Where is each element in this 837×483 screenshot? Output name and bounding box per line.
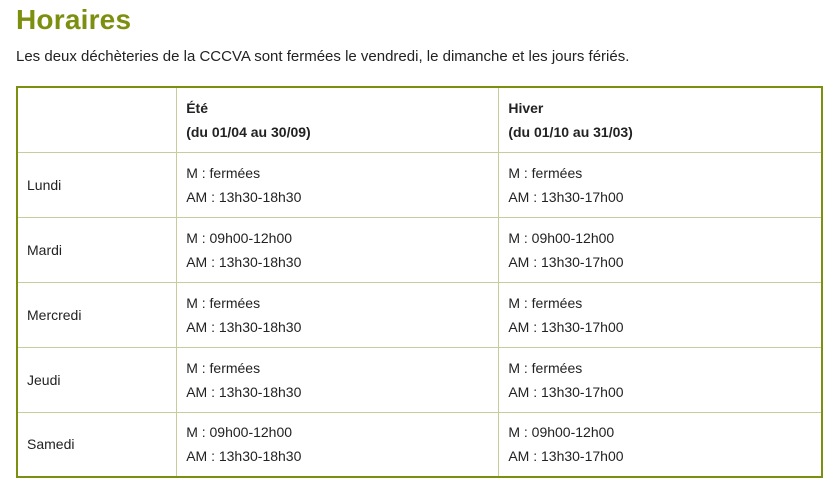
table-row <box>17 347 822 412</box>
ete-cell <box>177 347 499 412</box>
morning-hours: M : 09h00-12h00 <box>186 229 293 246</box>
day-cell: Samedi <box>17 412 177 477</box>
morning-hours: M : fermées <box>508 164 583 181</box>
hiver-cell <box>499 152 822 217</box>
header-hiver <box>499 87 822 152</box>
table-row <box>17 152 822 217</box>
afternoon-hours: AM : 13h30-17h00 <box>508 188 624 205</box>
table-row <box>17 217 822 282</box>
morning-hours: M : fermées <box>186 164 261 181</box>
header-ete-period: (du 01/04 au 30/09) <box>186 123 311 140</box>
morning-hours: M : fermées <box>186 359 261 376</box>
schedule-table <box>16 86 823 478</box>
header-hiver-period: (du 01/10 au 31/03) <box>508 123 633 140</box>
header-ete <box>177 87 499 152</box>
day-cell: Jeudi <box>17 347 177 412</box>
morning-hours: M : fermées <box>508 359 583 376</box>
table-header-row <box>17 87 822 152</box>
day-cell: Mardi <box>17 217 177 282</box>
afternoon-hours: AM : 13h30-18h30 <box>186 188 302 205</box>
hiver-cell <box>499 217 822 282</box>
morning-hours: M : 09h00-12h00 <box>508 229 615 246</box>
header-day <box>17 87 177 152</box>
ete-cell <box>177 282 499 347</box>
table-row <box>17 412 822 477</box>
hiver-cell <box>499 412 822 477</box>
morning-hours: M : fermées <box>186 294 261 311</box>
header-hiver-name: Hiver <box>508 99 544 116</box>
afternoon-hours: AM : 13h30-17h00 <box>508 253 624 270</box>
ete-cell <box>177 152 499 217</box>
hiver-cell <box>499 282 822 347</box>
page-title: Horaires <box>16 4 132 35</box>
afternoon-hours: AM : 13h30-18h30 <box>186 253 302 270</box>
morning-hours: M : 09h00-12h00 <box>186 424 293 441</box>
table-row <box>17 282 822 347</box>
morning-hours: M : fermées <box>508 294 583 311</box>
intro-text: Les deux déchèteries de la CCCVA sont fermées le vendredi, le dimanche et les jours fériés. <box>16 48 630 65</box>
afternoon-hours: AM : 13h30-17h00 <box>508 448 624 465</box>
afternoon-hours: AM : 13h30-17h00 <box>508 383 624 400</box>
afternoon-hours: AM : 13h30-18h30 <box>186 318 302 335</box>
header-ete-name: Été <box>186 99 208 116</box>
hiver-cell <box>499 347 822 412</box>
day-cell: Lundi <box>17 152 177 217</box>
ete-cell <box>177 217 499 282</box>
morning-hours: M : 09h00-12h00 <box>508 424 615 441</box>
day-cell: Mercredi <box>17 282 177 347</box>
ete-cell <box>177 412 499 477</box>
afternoon-hours: AM : 13h30-18h30 <box>186 383 302 400</box>
afternoon-hours: AM : 13h30-18h30 <box>186 448 302 465</box>
afternoon-hours: AM : 13h30-17h00 <box>508 318 624 335</box>
